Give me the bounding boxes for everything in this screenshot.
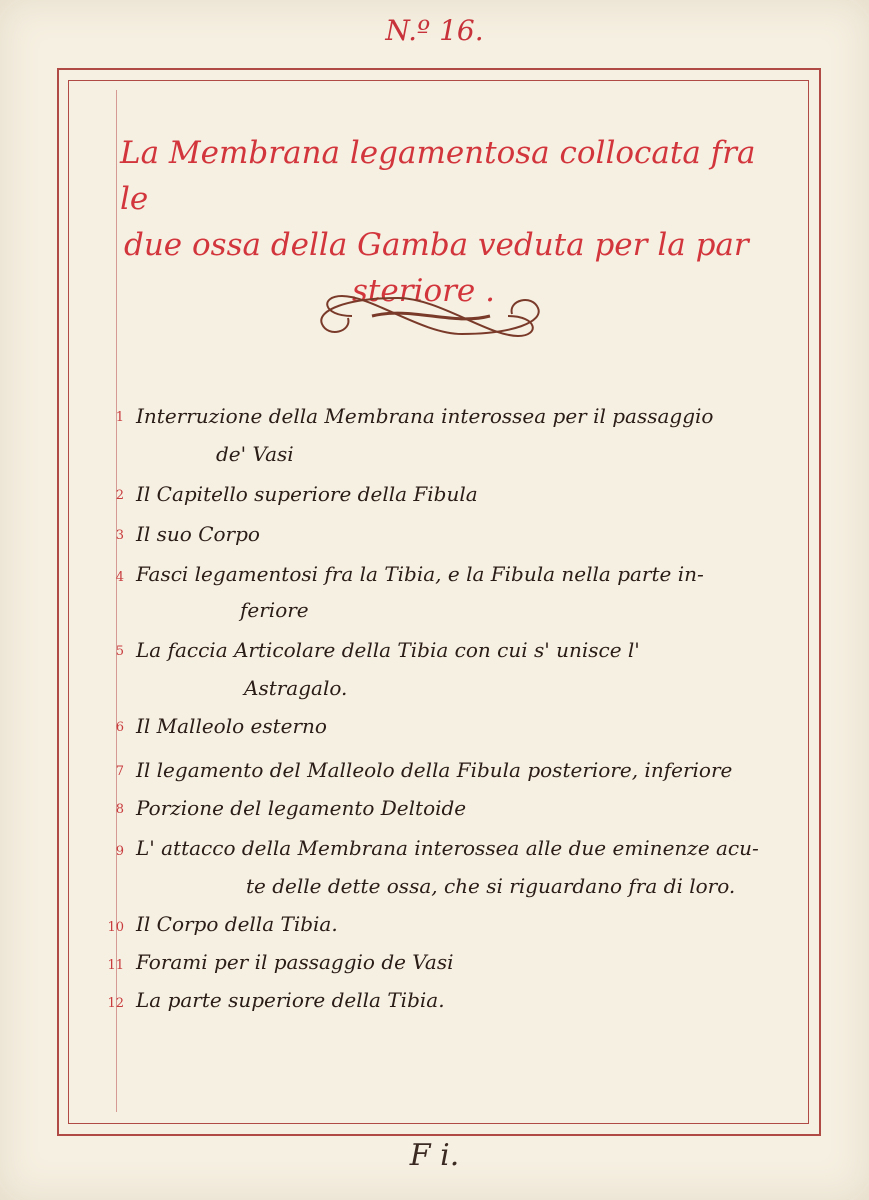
folio-signature-bottom: F i. — [409, 1138, 460, 1173]
title-line-2: due ossa della Gamba veduta per la par — [124, 227, 749, 263]
item-text: La parte superiore della Tibia. — [136, 988, 445, 1012]
item-number: 2 — [115, 488, 124, 503]
item-text: Interruzione della Membrana interossea per il passaggio — [136, 404, 714, 428]
item-text: Il Corpo della Tibia. — [136, 912, 338, 936]
item-text-continued: de' Vasi — [216, 442, 294, 466]
folio-number-top: N.º 16. — [385, 14, 484, 47]
item-number: 10 — [107, 920, 124, 935]
item-text-continued: feriore — [240, 598, 309, 622]
item-text: Il Capitello superiore della Fibula — [136, 482, 478, 506]
item-text: Il Malleolo esterno — [136, 714, 327, 738]
item-text-continued: te delle dette ossa, che si riguardano fra di loro. — [246, 874, 736, 898]
item-text-continued: Astragalo. — [244, 676, 348, 700]
item-number: 5 — [115, 644, 124, 659]
item-text: Fasci legamentosi fra la Tibia, e la Fibula nella parte in- — [136, 562, 704, 586]
item-text: Il suo Corpo — [136, 522, 260, 546]
item-number: 3 — [115, 528, 124, 543]
title-line-3: steriore . — [352, 273, 495, 309]
item-number: 9 — [115, 844, 124, 859]
item-number: 1 — [115, 410, 124, 425]
item-text: Il legamento del Malleolo della Fibula posteriore, inferiore — [136, 758, 733, 782]
item-number: 11 — [107, 958, 124, 973]
item-number: 8 — [115, 802, 124, 817]
item-number: 6 — [115, 720, 124, 735]
item-text: Forami per il passaggio de Vasi — [136, 950, 454, 974]
item-number: 12 — [107, 996, 124, 1011]
item-text: Porzione del legamento Deltoide — [136, 796, 467, 820]
item-text: L' attacco della Membrana interossea alle due eminenze acu- — [136, 836, 759, 860]
item-number: 4 — [115, 570, 124, 585]
title-line-1: La Membrana legamentosa collocata fra le — [120, 135, 756, 217]
item-text: La faccia Articolare della Tibia con cui s' unisce l' — [136, 638, 640, 662]
item-number: 7 — [115, 764, 124, 779]
